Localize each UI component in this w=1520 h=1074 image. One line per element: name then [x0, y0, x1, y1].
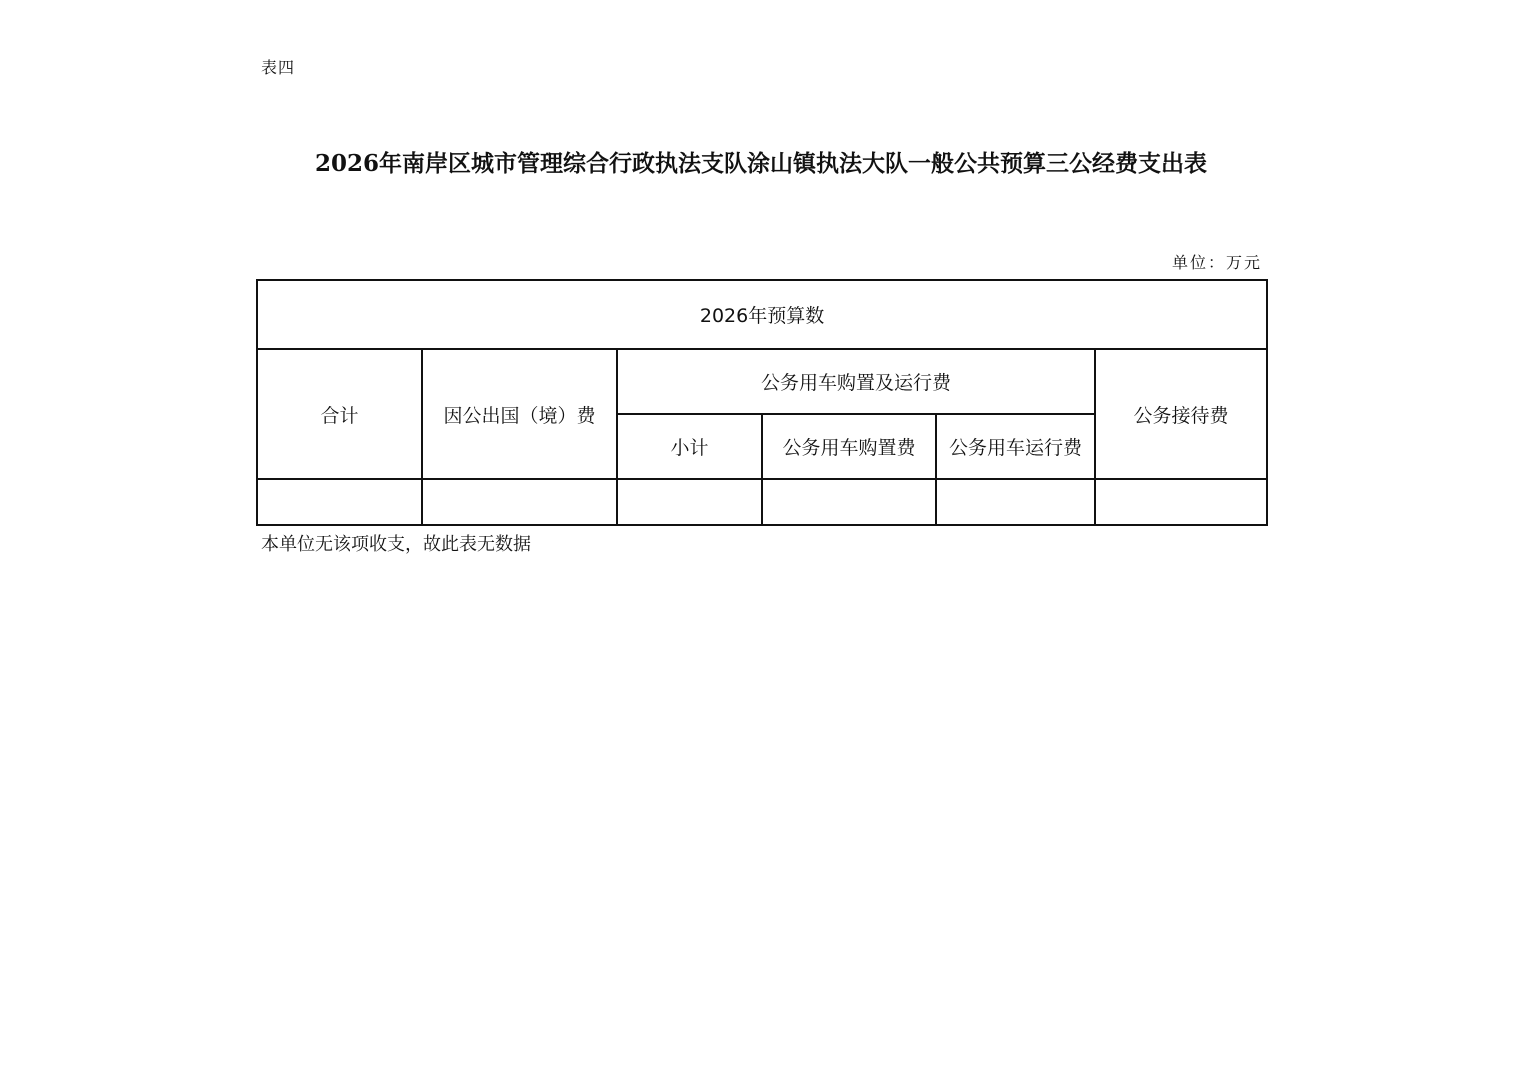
- budget-table: [256, 279, 1268, 526]
- table-label: 表四: [261, 58, 296, 77]
- table-cell: [1095, 479, 1267, 525]
- table-header-row: [257, 349, 1267, 414]
- page-title: 2026年南岸区城市管理综合行政执法支队涂山镇执法大队一般公共预算三公经费支出表: [314, 150, 1207, 177]
- header-vehicle-operation: 公务用车运行费: [936, 414, 1095, 479]
- header-vehicle-purchase: 公务用车购置费: [762, 414, 936, 479]
- header-total: 合计: [257, 349, 422, 479]
- header-vehicle-group: 公务用车购置及运行费: [617, 349, 1095, 414]
- table-row: [257, 479, 1267, 525]
- table-cell: [422, 479, 617, 525]
- table-cell: [762, 479, 936, 525]
- header-budget-year: 2026年预算数: [257, 280, 1267, 349]
- header-overseas: 因公出国（境）费: [422, 349, 617, 479]
- header-vehicle-subtotal: 小计: [617, 414, 762, 479]
- table-header-row: [257, 280, 1267, 349]
- unit-label: 单位：万元: [1171, 253, 1262, 272]
- footnote: 本单位无该项收支，故此表无数据: [261, 534, 531, 555]
- table-cell: [936, 479, 1095, 525]
- table-cell: [617, 479, 762, 525]
- header-reception: 公务接待费: [1095, 349, 1267, 479]
- table-cell: [257, 479, 422, 525]
